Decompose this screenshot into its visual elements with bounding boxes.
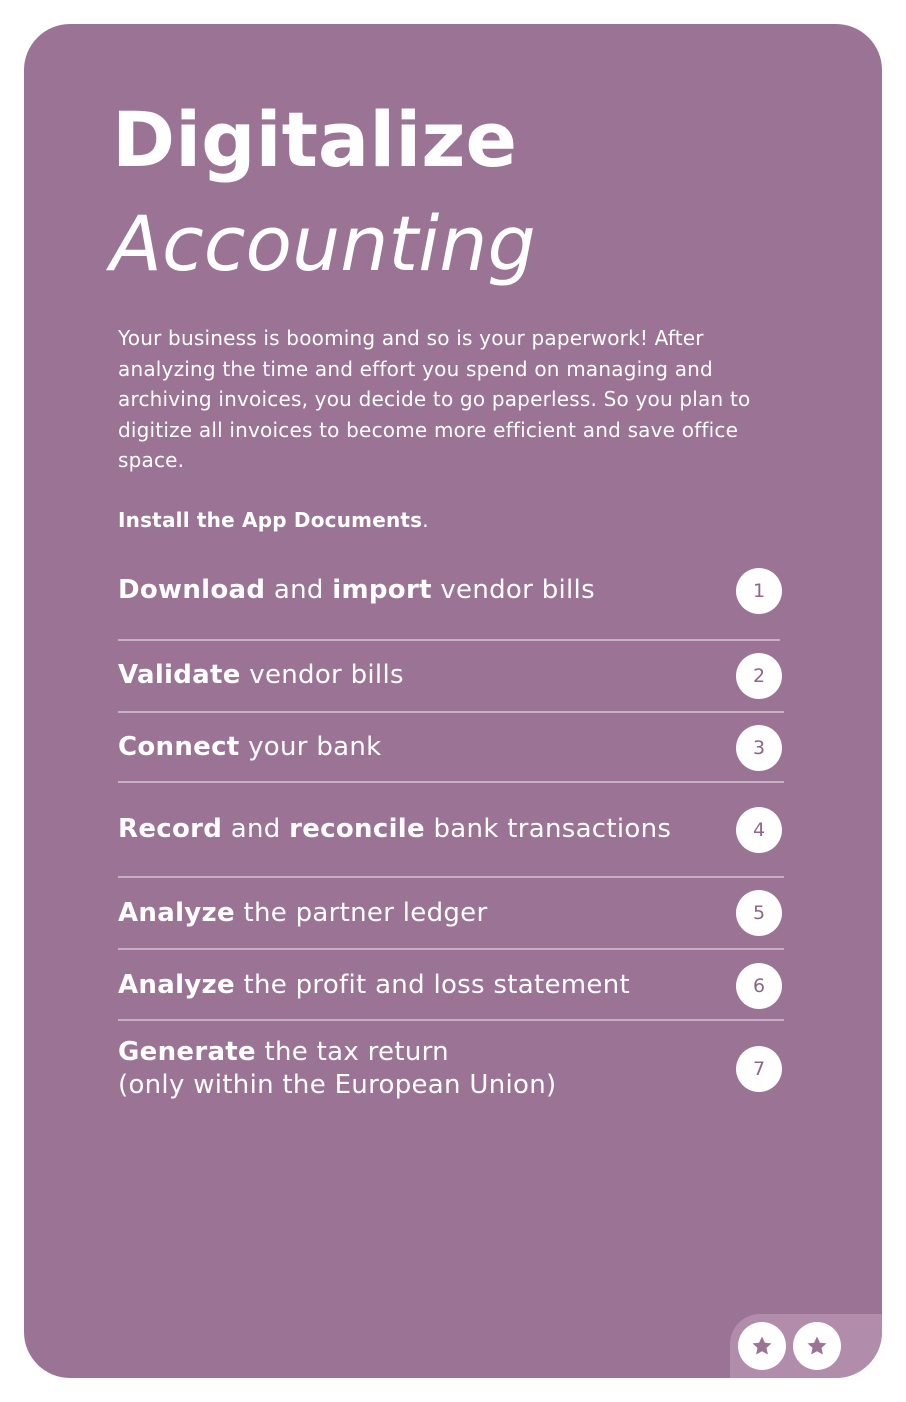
divider xyxy=(118,948,784,950)
divider xyxy=(118,781,784,783)
step-7-number-badge: 7 xyxy=(736,1046,782,1092)
step-5: Analyze the partner ledger xyxy=(118,898,488,928)
intro-paragraph: Your business is booming and so is your paperwork! After analyzing the time and effort you spend on managing and archiving invoices, you decide to go paperless. So you plan to digitize all invoices to become more efficient and save office space. xyxy=(118,326,751,473)
step-2-verb: Validate xyxy=(118,660,241,690)
step-4: Record and reconcile bank transactions xyxy=(118,814,672,844)
step-1: Download and import vendor bills xyxy=(118,575,595,605)
step-5-number-badge: 5 xyxy=(736,890,782,936)
step-7: Generate the tax return (only within the European Union) xyxy=(118,1036,784,1102)
step-1-number-badge: 1 xyxy=(736,568,782,614)
divider xyxy=(118,876,784,878)
title-accounting: Accounting xyxy=(110,199,536,288)
step-5-verb: Analyze xyxy=(118,898,235,928)
difficulty-corner xyxy=(730,1314,882,1378)
step-2-number-badge: 2 xyxy=(736,653,782,699)
step-3-number-badge: 3 xyxy=(736,725,782,771)
divider xyxy=(118,639,780,641)
divider xyxy=(118,1019,784,1021)
step-6-number-badge: 6 xyxy=(736,963,782,1009)
step-7-verb: Generate xyxy=(118,1037,256,1067)
install-period: . xyxy=(422,508,429,532)
install-app-label: Install the App Documents xyxy=(118,508,423,532)
star-badge xyxy=(793,1322,841,1370)
step-3-verb: Connect xyxy=(118,732,240,762)
star-badge xyxy=(738,1322,786,1370)
star-icon xyxy=(750,1334,774,1358)
divider xyxy=(118,711,784,713)
step-2: Validate vendor bills xyxy=(118,660,404,690)
task-card xyxy=(24,24,882,1378)
step-6: Analyze the profit and loss statement xyxy=(118,970,630,1000)
step-6-verb: Analyze xyxy=(118,970,235,1000)
title-digitalize: Digitalize xyxy=(112,95,518,184)
step-4-verb-2: reconcile xyxy=(289,814,425,844)
step-3: Connect your bank xyxy=(118,732,382,762)
step-1-verb-2: import xyxy=(332,575,432,605)
step-4-number-badge: 4 xyxy=(736,807,782,853)
step-4-verb: Record xyxy=(118,814,223,844)
step-7-note: (only within the European Union) xyxy=(118,1070,557,1100)
step-1-verb: Download xyxy=(118,575,266,605)
star-icon xyxy=(805,1334,829,1358)
install-instruction xyxy=(118,508,429,532)
